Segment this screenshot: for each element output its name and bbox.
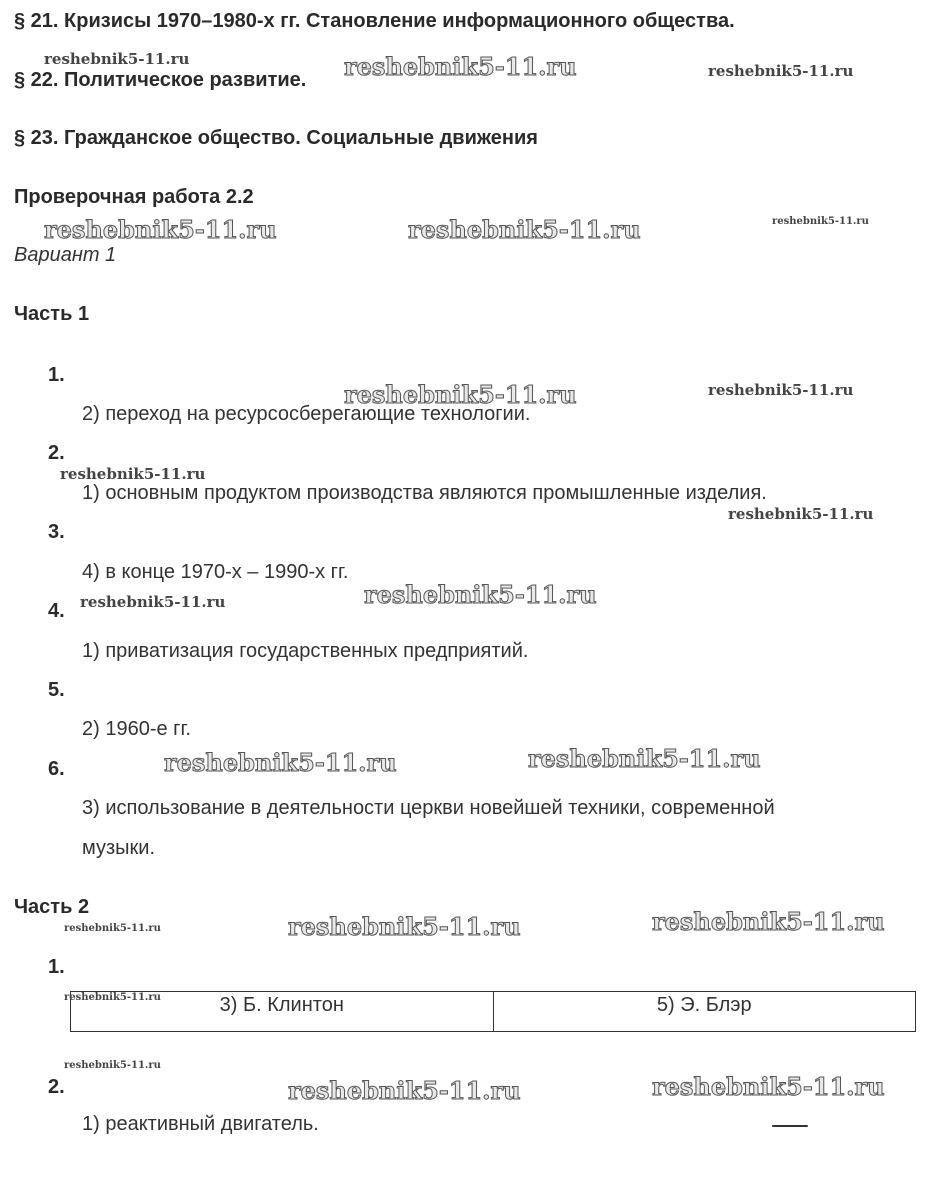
section-23-heading: § 23. Гражданское общество. Социальные движения	[14, 127, 538, 149]
watermark: reshebnik5-11.ru	[408, 215, 641, 244]
table-cell: 3) Б. Клинтон	[71, 992, 494, 1032]
watermark: reshebnik5-11.ru	[164, 748, 397, 777]
dash-mark	[772, 1125, 808, 1127]
watermark: reshebnik5-11.ru	[728, 505, 874, 523]
item-answer: 4) в конце 1970-х – 1990-х гг.	[82, 561, 349, 583]
item-answer: 2) 1960-е гг.	[82, 718, 191, 740]
item-number: 2.	[48, 442, 65, 464]
item-answer: 2) переход на ресурсосберегающие технологии.	[82, 403, 531, 425]
item-answer: 1) основным продуктом производства являются промышленные изделия.	[82, 482, 767, 504]
test-heading: Проверочная работа 2.2	[14, 186, 254, 208]
watermark: reshebnik5-11.ru	[364, 580, 597, 609]
watermark: reshebnik5-11.ru	[44, 215, 277, 244]
watermark: reshebnik5-11.ru	[772, 216, 869, 227]
item-number: 6.	[48, 758, 65, 780]
item-answer-continued: музыки.	[82, 837, 155, 859]
item-answer: 1) реактивный двигатель.	[82, 1113, 319, 1135]
table-row	[71, 992, 916, 1032]
watermark: reshebnik5-11.ru	[60, 465, 206, 483]
item-number: 4.	[48, 600, 65, 622]
item-number: 2.	[48, 1076, 65, 1098]
variant-label: Вариант 1	[14, 244, 117, 266]
table-cell: 5) Э. Блэр	[493, 992, 916, 1032]
item-number: 3.	[48, 521, 65, 543]
watermark: reshebnik5-11.ru	[64, 1060, 161, 1071]
section-22-heading: § 22. Политическое развитие.	[14, 69, 307, 91]
watermark: reshebnik5-11.ru	[344, 380, 577, 409]
item-answer: 3) использование в деятельности церкви новейшей техники, современной	[82, 797, 775, 819]
section-21-heading: § 21. Кризисы 1970–1980-х гг. Становление информационного общества.	[14, 10, 735, 32]
watermark: reshebnik5-11.ru	[64, 992, 161, 1003]
item-answer: 1) приватизация государственных предприятий.	[82, 640, 529, 662]
item-number: 1.	[48, 956, 65, 978]
answer-table	[70, 991, 916, 1032]
watermark: reshebnik5-11.ru	[528, 744, 761, 773]
part2-heading: Часть 2	[14, 896, 90, 918]
watermark: reshebnik5-11.ru	[708, 381, 854, 399]
watermark: reshebnik5-11.ru	[64, 923, 161, 934]
watermark: reshebnik5-11.ru	[708, 62, 854, 80]
watermark: reshebnik5-11.ru	[344, 52, 577, 81]
watermark: reshebnik5-11.ru	[652, 907, 885, 936]
watermark: reshebnik5-11.ru	[288, 1076, 521, 1105]
watermark: reshebnik5-11.ru	[80, 593, 226, 611]
item-number: 1.	[48, 364, 65, 386]
watermark: reshebnik5-11.ru	[44, 50, 190, 68]
part1-heading: Часть 1	[14, 303, 90, 325]
watermark: reshebnik5-11.ru	[652, 1072, 885, 1101]
watermark: reshebnik5-11.ru	[288, 912, 521, 941]
item-number: 5.	[48, 679, 65, 701]
